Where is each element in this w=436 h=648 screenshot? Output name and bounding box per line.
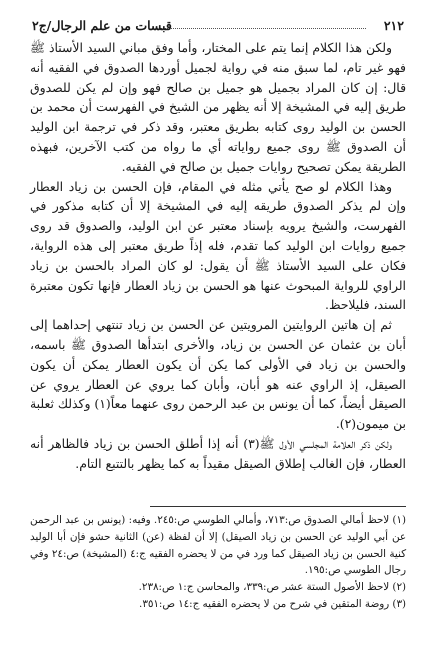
footnotes bbox=[30, 512, 406, 613]
footnote: (١) لاحظ أمالي الصدوق ص:٧١٣، وأمالي الطوسي ص:٢٤٥. وفيه: (يونس بن عبد الرحمن عن أبي الوليد عن الحسن بن زياد الصيقل) إلا أن لفظة (عن) الثانية حشو فإن أبا الوليد كنية الحسن بن زياد الصيقل كما ورد في من لا يحضره الفقيه ج:٤ (المشيخة) ص:٢٤ وفي رجال الطوسي ص:١٩٥. bbox=[30, 514, 406, 577]
running-title: قبسات من علم الرجال/ج٢ bbox=[32, 18, 172, 33]
footnote: (٢) لاحظ الأصول الستة عشر ص:٣٣٩، والمحاسن ج:١ ص:٢٣٨. bbox=[138, 581, 406, 594]
paragraph: ولكن ذكر العلامة المجلسي الأول ﷺ(٣) أنه إذا أطلق الحسن بن زياد فالظاهر أنه العطار، فإن الغالب إطلاق الصيقل مقيداً به كما يظهر بالتتبع التام. bbox=[30, 435, 406, 471]
footnote: (٣) روضة المتقين في شرح من لا يحضره الفقيه ج:١٤ ص:٣٥١. bbox=[139, 597, 406, 610]
page-number: ٢١٢ bbox=[383, 18, 404, 33]
main-text bbox=[30, 38, 406, 474]
paragraph: وهذا الكلام لو صح يأتي مثله في المقام، فإن الحسن بن زياد العطار وإن لم يذكر الصدوق طريقه إليه في المشيخة إلا أن كتابه مذكور في الفهرست، والشيخ يرويه بإسناد معتبر عن ابن الوليد، والصدوق قد روى جميع روايات ابن الوليد كما تقدم، فله إذاً طريق معتبر إلى هذه الرواية، فكان على السيد الأستاذ ﷺ أن يقول: لو كان المراد بالحسن بن زياد الراوي للرواية المبحوث عنها هو الحسن بن زياد العطار فإنها تكون معتبرة السند، فليلاحظ. bbox=[30, 178, 406, 313]
header-dotted-rule bbox=[160, 28, 366, 29]
page-header bbox=[30, 16, 406, 36]
paragraph: ثم إن هاتين الروايتين المرويتين عن الحسن بن زياد تنتهي إحداهما إلى أبان بن عثمان عن الحسن بن زياد، والأخرى ابتدأها الصدوق ﷺ باسمه، والحسن بن زياد في الأولى كما يكن أن يكون العطار يمكن أن يكون الصيقل، إذ الراوي عنه هو أبان، وأبان كما يروي عن العطار يروي عن الصيقل أيضاً، كما أن يونس بن عبد الرحمن روى عنهما معاً(١) وكذلك ثعلبة بن ميمون(٢). bbox=[29, 317, 406, 432]
paragraph: ولكن هذا الكلام إنما يتم على المختار، وأما وفق مباني السيد الأستاذ ﷺ فهو غير تام، لما سبق منه في رواية لجميل أوردها الصدوق في الفقيه أنه قال: إن كان المراد بجميل هو جميل بن صالح فهو وإن لم يكن للصدوق طريق إليه في المشيخة إلا أنه يظهر من الشيخ في الفهرست أن محمد بن الحسن بن الوليد روى كتابه بطريق معتبر، وقد ذكر في ترجمة ابن الوليد أن الصدوق ﷺ روى جميع رواياته أي ما رواه من كتب الآخرين، فبهذه الطريقة يمكن تصحيح روايات جميل بن صالح في الفقيه. bbox=[30, 40, 406, 174]
footnote-separator bbox=[150, 506, 406, 507]
